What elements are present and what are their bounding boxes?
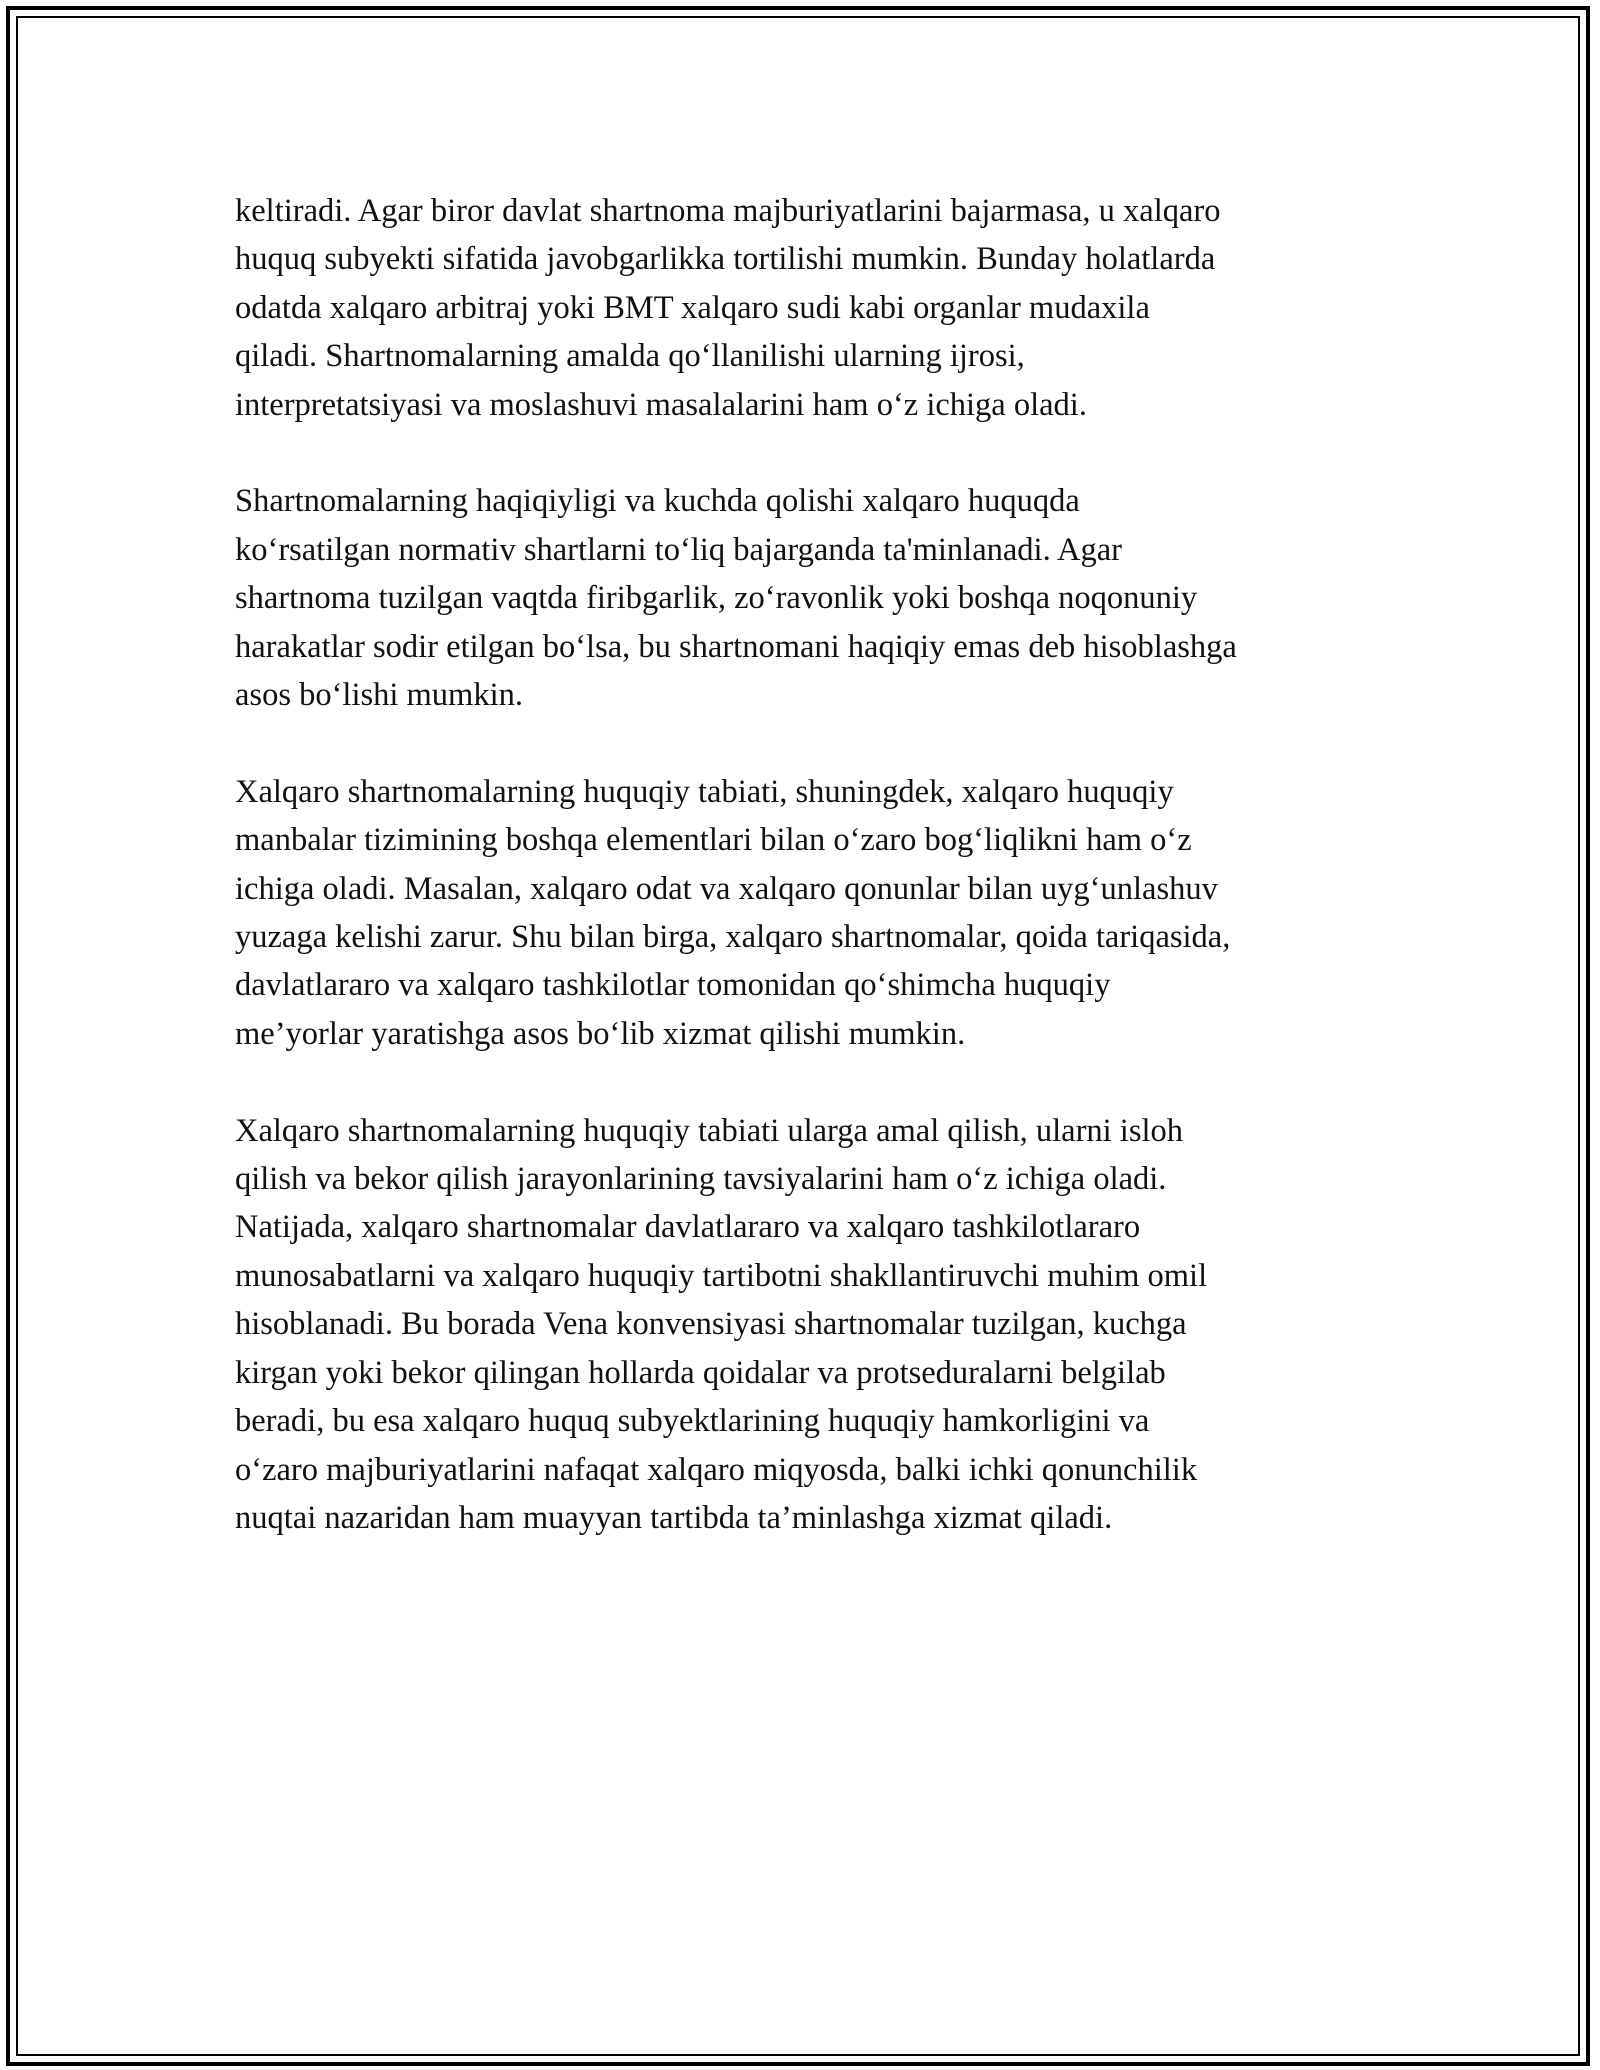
text-line: harakatlar sodir etilgan bo‘lsa, bu shartnomani haqiqiy emas deb hisoblashga (235, 628, 1237, 665)
text-line: o‘zaro majburiyatlarini nafaqat xalqaro miqyosda, balki ichki qonunchilik (235, 1451, 1198, 1488)
text-line: Xalqaro shartnomalarning huquqiy tabiati ularga amal qilish, ularni isloh (235, 1112, 1184, 1149)
text-line: Shartnomalarning haqiqiyligi va kuchda qolishi xalqaro huquqda (235, 483, 1080, 520)
text-line: Xalqaro shartnomalarning huquqiy tabiati, shuningdek, xalqaro huquqiy (235, 773, 1174, 810)
paragraph-4 (235, 1107, 1375, 1543)
text-line: munosabatlarni va xalqaro huquqiy tartibotni shakllantiruvchi muhim omil (235, 1257, 1208, 1294)
text-line: qilish va bekor qilish jarayonlarining tavsiyalarini ham o‘z ichiga oladi. (235, 1161, 1167, 1198)
document-body (235, 187, 1375, 1591)
paragraph-2 (235, 477, 1375, 719)
text-line: ko‘rsatilgan normativ shartlarni to‘liq bajarganda ta'minlanadi. Agar (235, 531, 1123, 568)
paragraph-1 (235, 187, 1375, 429)
text-line: yuzaga kelishi zarur. Shu bilan birga, xalqaro shartnomalar, qoida tariqasida, (235, 919, 1231, 956)
text-line: ichiga oladi. Masalan, xalqaro odat va xalqaro qonunlar bilan uyg‘unlashuv (235, 870, 1218, 907)
text-line: me’yorlar yaratishga asos bo‘lib xizmat qilishi mumkin. (235, 1015, 966, 1052)
text-line: davlatlararo va xalqaro tashkilotlar tomonidan qo‘shimcha huquqiy (235, 967, 1111, 1004)
paragraph-3 (235, 768, 1375, 1058)
text-line: shartnoma tuzilgan vaqtda firibgarlik, zo‘ravonlik yoki boshqa noqonuniy (235, 580, 1198, 617)
text-line: hisoblanadi. Bu borada Vena konvensiyasi shartnomalar tuzilgan, kuchga (235, 1306, 1187, 1343)
text-line: huquq subyekti sifatida javobgarlikka tortilishi mumkin. Bunday holatlarda (235, 241, 1216, 278)
text-line: interpretatsiyasi va moslashuvi masalalarini ham o‘z ichiga oladi. (235, 386, 1087, 423)
text-line: Natijada, xalqaro shartnomalar davlatlararo va xalqaro tashkilotlararo (235, 1209, 1141, 1246)
text-line: kirgan yoki bekor qilingan hollarda qoidalar va protseduralarni belgilab (235, 1354, 1166, 1391)
text-line: asos bo‘lishi mumkin. (235, 677, 523, 714)
text-line: odatda xalqaro arbitraj yoki BMT xalqaro sudi kabi organlar mudaxila (235, 289, 1150, 326)
text-line: beradi, bu esa xalqaro huquq subyektlarining huquqiy hamkorligini va (235, 1403, 1150, 1440)
text-line: manbalar tizimining boshqa elementlari bilan o‘zaro bog‘liqlikni ham o‘z (235, 822, 1192, 859)
text-line: keltiradi. Agar biror davlat shartnoma majburiyatlarini bajarmasa, u xalqaro (235, 193, 1221, 229)
text-line: qiladi. Shartnomalarning amalda qo‘llanilishi ularning ijrosi, (235, 338, 1025, 375)
text-line: nuqtai nazaridan ham muayyan tartibda ta’minlashga xizmat qiladi. (235, 1499, 1113, 1536)
